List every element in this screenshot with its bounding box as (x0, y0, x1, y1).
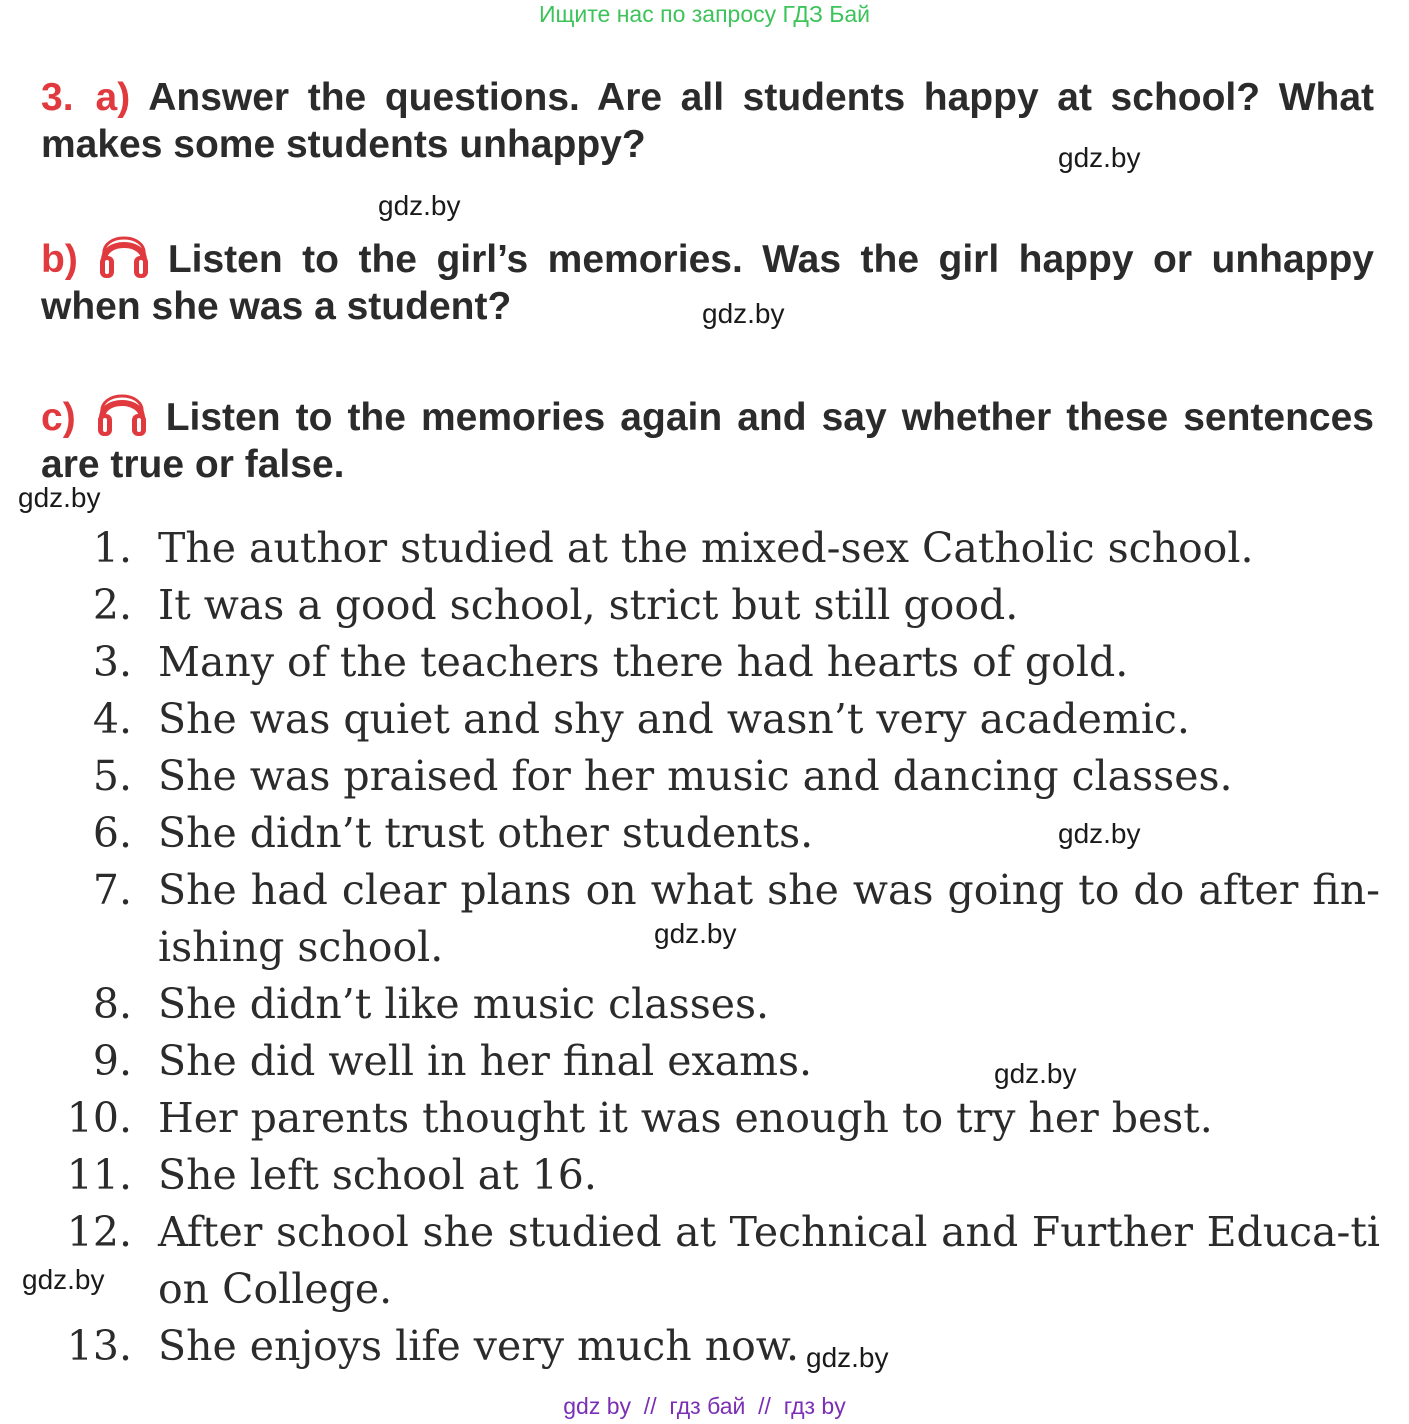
item-text: She had clear plans on what she was going to do after fin-ishing school. (158, 866, 1380, 971)
item-number: 13. (66, 1322, 132, 1370)
item-text: She didn’t like music classes. (158, 980, 770, 1028)
task-c (41, 384, 1374, 488)
watermark: gdz.by (378, 190, 461, 221)
item-number: 2. (92, 581, 132, 629)
watermark: gdz.by (654, 918, 737, 949)
task-b-text: Listen to the girl’s memories. Was the girl happy or unhappy when she was a student? (41, 238, 1374, 328)
item-text: She didn’t trust other students. (158, 809, 814, 857)
top-banner: Ищите нас по запросу ГДЗ Бай (538, 1, 871, 27)
item-number: 1. (92, 524, 132, 572)
task-a-letter: a) (95, 76, 131, 119)
item-number: 6. (92, 809, 132, 857)
watermark: gdz.by (1058, 818, 1141, 849)
item-number: 4. (92, 695, 132, 743)
watermark: gdz.by (994, 1058, 1077, 1089)
list-item (40, 1204, 1380, 1318)
list-item (40, 976, 1380, 1033)
item-text: She was praised for her music and dancing classes. (158, 752, 1233, 800)
task-a-text: Answer the questions. Are all students happy at school? What makes some students unhappy? (41, 76, 1374, 166)
item-number: 3. (92, 638, 132, 686)
list-item (40, 577, 1380, 634)
task-number: 3. (41, 76, 74, 119)
item-text: She did well in her final exams. (158, 1037, 813, 1085)
list-item (40, 748, 1380, 805)
item-text: She left school at 16. (158, 1151, 597, 1199)
list-item (40, 691, 1380, 748)
footer: gdz by // гдз бай // гдз by (563, 1393, 846, 1419)
watermark: gdz.by (18, 482, 101, 513)
task-b-letter: b) (41, 238, 78, 281)
item-number: 8. (92, 980, 132, 1028)
watermark: gdz.by (806, 1342, 889, 1373)
list-item (40, 634, 1380, 691)
headphones-icon (94, 384, 150, 440)
item-number: 5. (92, 752, 132, 800)
item-text: After school she studied at Technical and Further Educa-tion College. (158, 1208, 1380, 1313)
task-a (41, 74, 1374, 168)
item-text: She enjoys life very much now. (158, 1322, 800, 1370)
list-item (40, 1318, 1380, 1375)
watermark: gdz.by (702, 298, 785, 329)
item-text: It was a good school, strict but still good. (158, 581, 1019, 629)
item-text: Many of the teachers there had hearts of gold. (158, 638, 1129, 686)
task-c-text: Listen to the memories again and say whether these sentences are true or false. (41, 396, 1374, 486)
item-number: 12. (66, 1208, 132, 1256)
list-item (40, 805, 1380, 862)
item-text: The author studied at the mixed-sex Catholic school. (158, 524, 1254, 572)
task-c-letter: c) (41, 396, 76, 439)
item-text: She was quiet and shy and wasn’t very academic. (158, 695, 1190, 743)
item-number: 9. (92, 1037, 132, 1085)
item-number: 11. (66, 1151, 132, 1199)
list-item (40, 1147, 1380, 1204)
item-number: 7. (92, 866, 132, 914)
watermark: gdz.by (22, 1264, 105, 1295)
item-number: 10. (66, 1094, 132, 1142)
headphones-icon (96, 226, 152, 282)
item-text: Her parents thought it was enough to try her best. (158, 1094, 1213, 1142)
list-item (40, 1033, 1380, 1090)
list-item (40, 1090, 1380, 1147)
watermark: gdz.by (1058, 142, 1141, 173)
list-item (40, 520, 1380, 577)
